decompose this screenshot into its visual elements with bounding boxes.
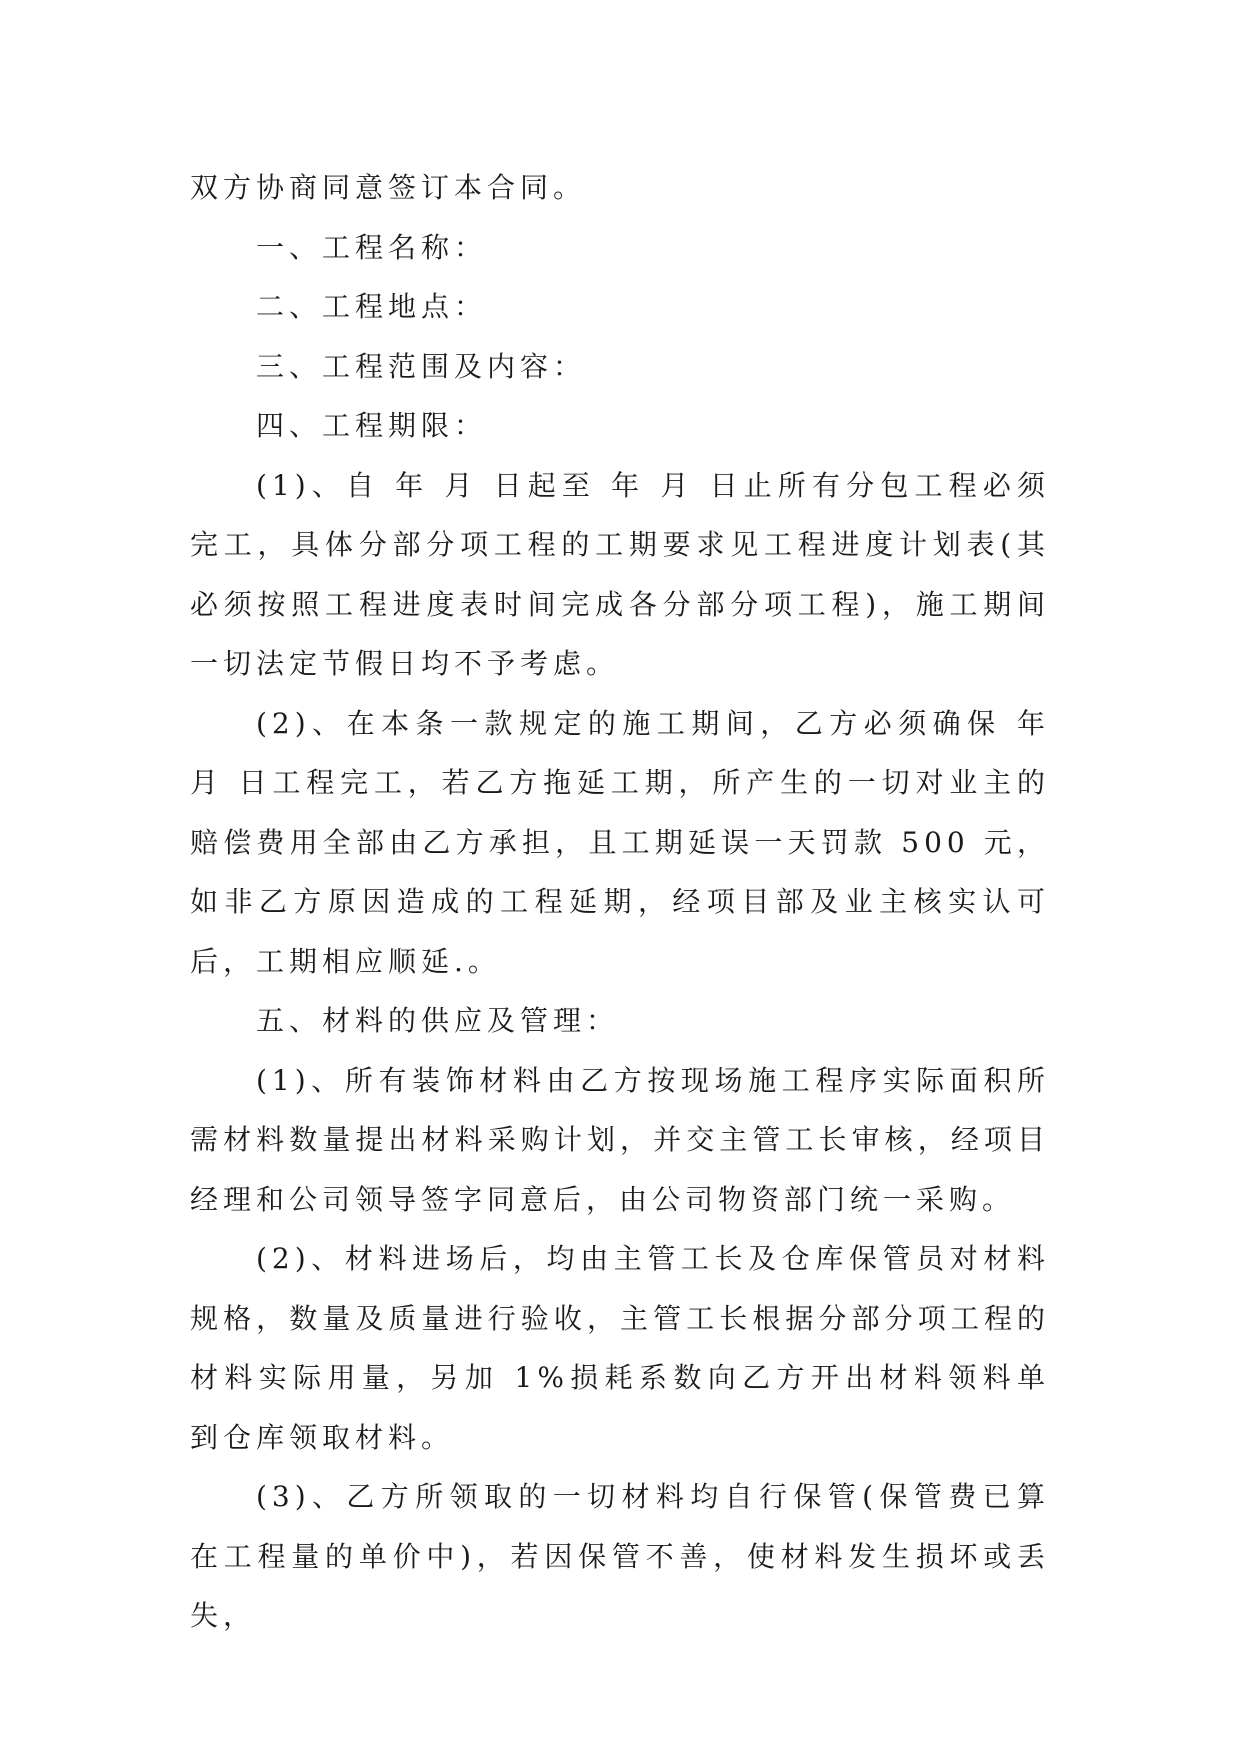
clause-period-item-1: (1)、自 年 月 日起至 年 月 日止所有分包工程必须完工，具体分部分项工程的工期要求见工程进度计划表(其必须按照工程进度表时间完成各分部分项工程)，施工期间一切法定节假日均不予考虑。 — [190, 468, 1050, 680]
clause-material-item-1: (1)、所有装饰材料由乙方按现场施工程序实际面积所需材料数量提出材料采购计划，并交主管工长审核，经项目经理和公司领导签字同意后，由公司物资部门统一采购。 — [190, 1063, 1050, 1216]
clause-period-item-2: (2)、在本条一款规定的施工期间，乙方必须确保 年 月 日工程完工，若乙方拖延工期，所产生的一切对业主的赔偿费用全部由乙方承担，且工期延误一天罚款 500 元，如非乙方原因造成的工程延期，经项目部及业主核实认可后，工期相应顺延.。 — [190, 706, 1050, 978]
paragraph-intro: 双方协商同意签订本合同。 — [190, 171, 587, 204]
clause-project-location: 二、工程地点： — [256, 290, 488, 323]
clause-project-scope: 三、工程范围及内容： — [256, 349, 587, 383]
clause-project-period: 四、工程期限： — [256, 409, 488, 442]
contract-body — [190, 158, 1050, 1646]
clause-project-name: 一、工程名称： — [256, 230, 488, 264]
clause-material-item-2: (2)、材料进场后，均由主管工长及仓库保管员对材料规格，数量及质量进行验收，主管工长根据分部分项工程的材料实际用量，另加 1%损耗系数向乙方开出材料领料单到仓库领取材料。 — [190, 1242, 1050, 1454]
clause-material-item-3: (3)、乙方所领取的一切材料均自行保管(保管费已算在工程量的单价中)，若因保管不善，使材料发生损坏或丢失， — [190, 1480, 1050, 1632]
clause-material-supply: 五、材料的供应及管理： — [256, 1004, 620, 1037]
